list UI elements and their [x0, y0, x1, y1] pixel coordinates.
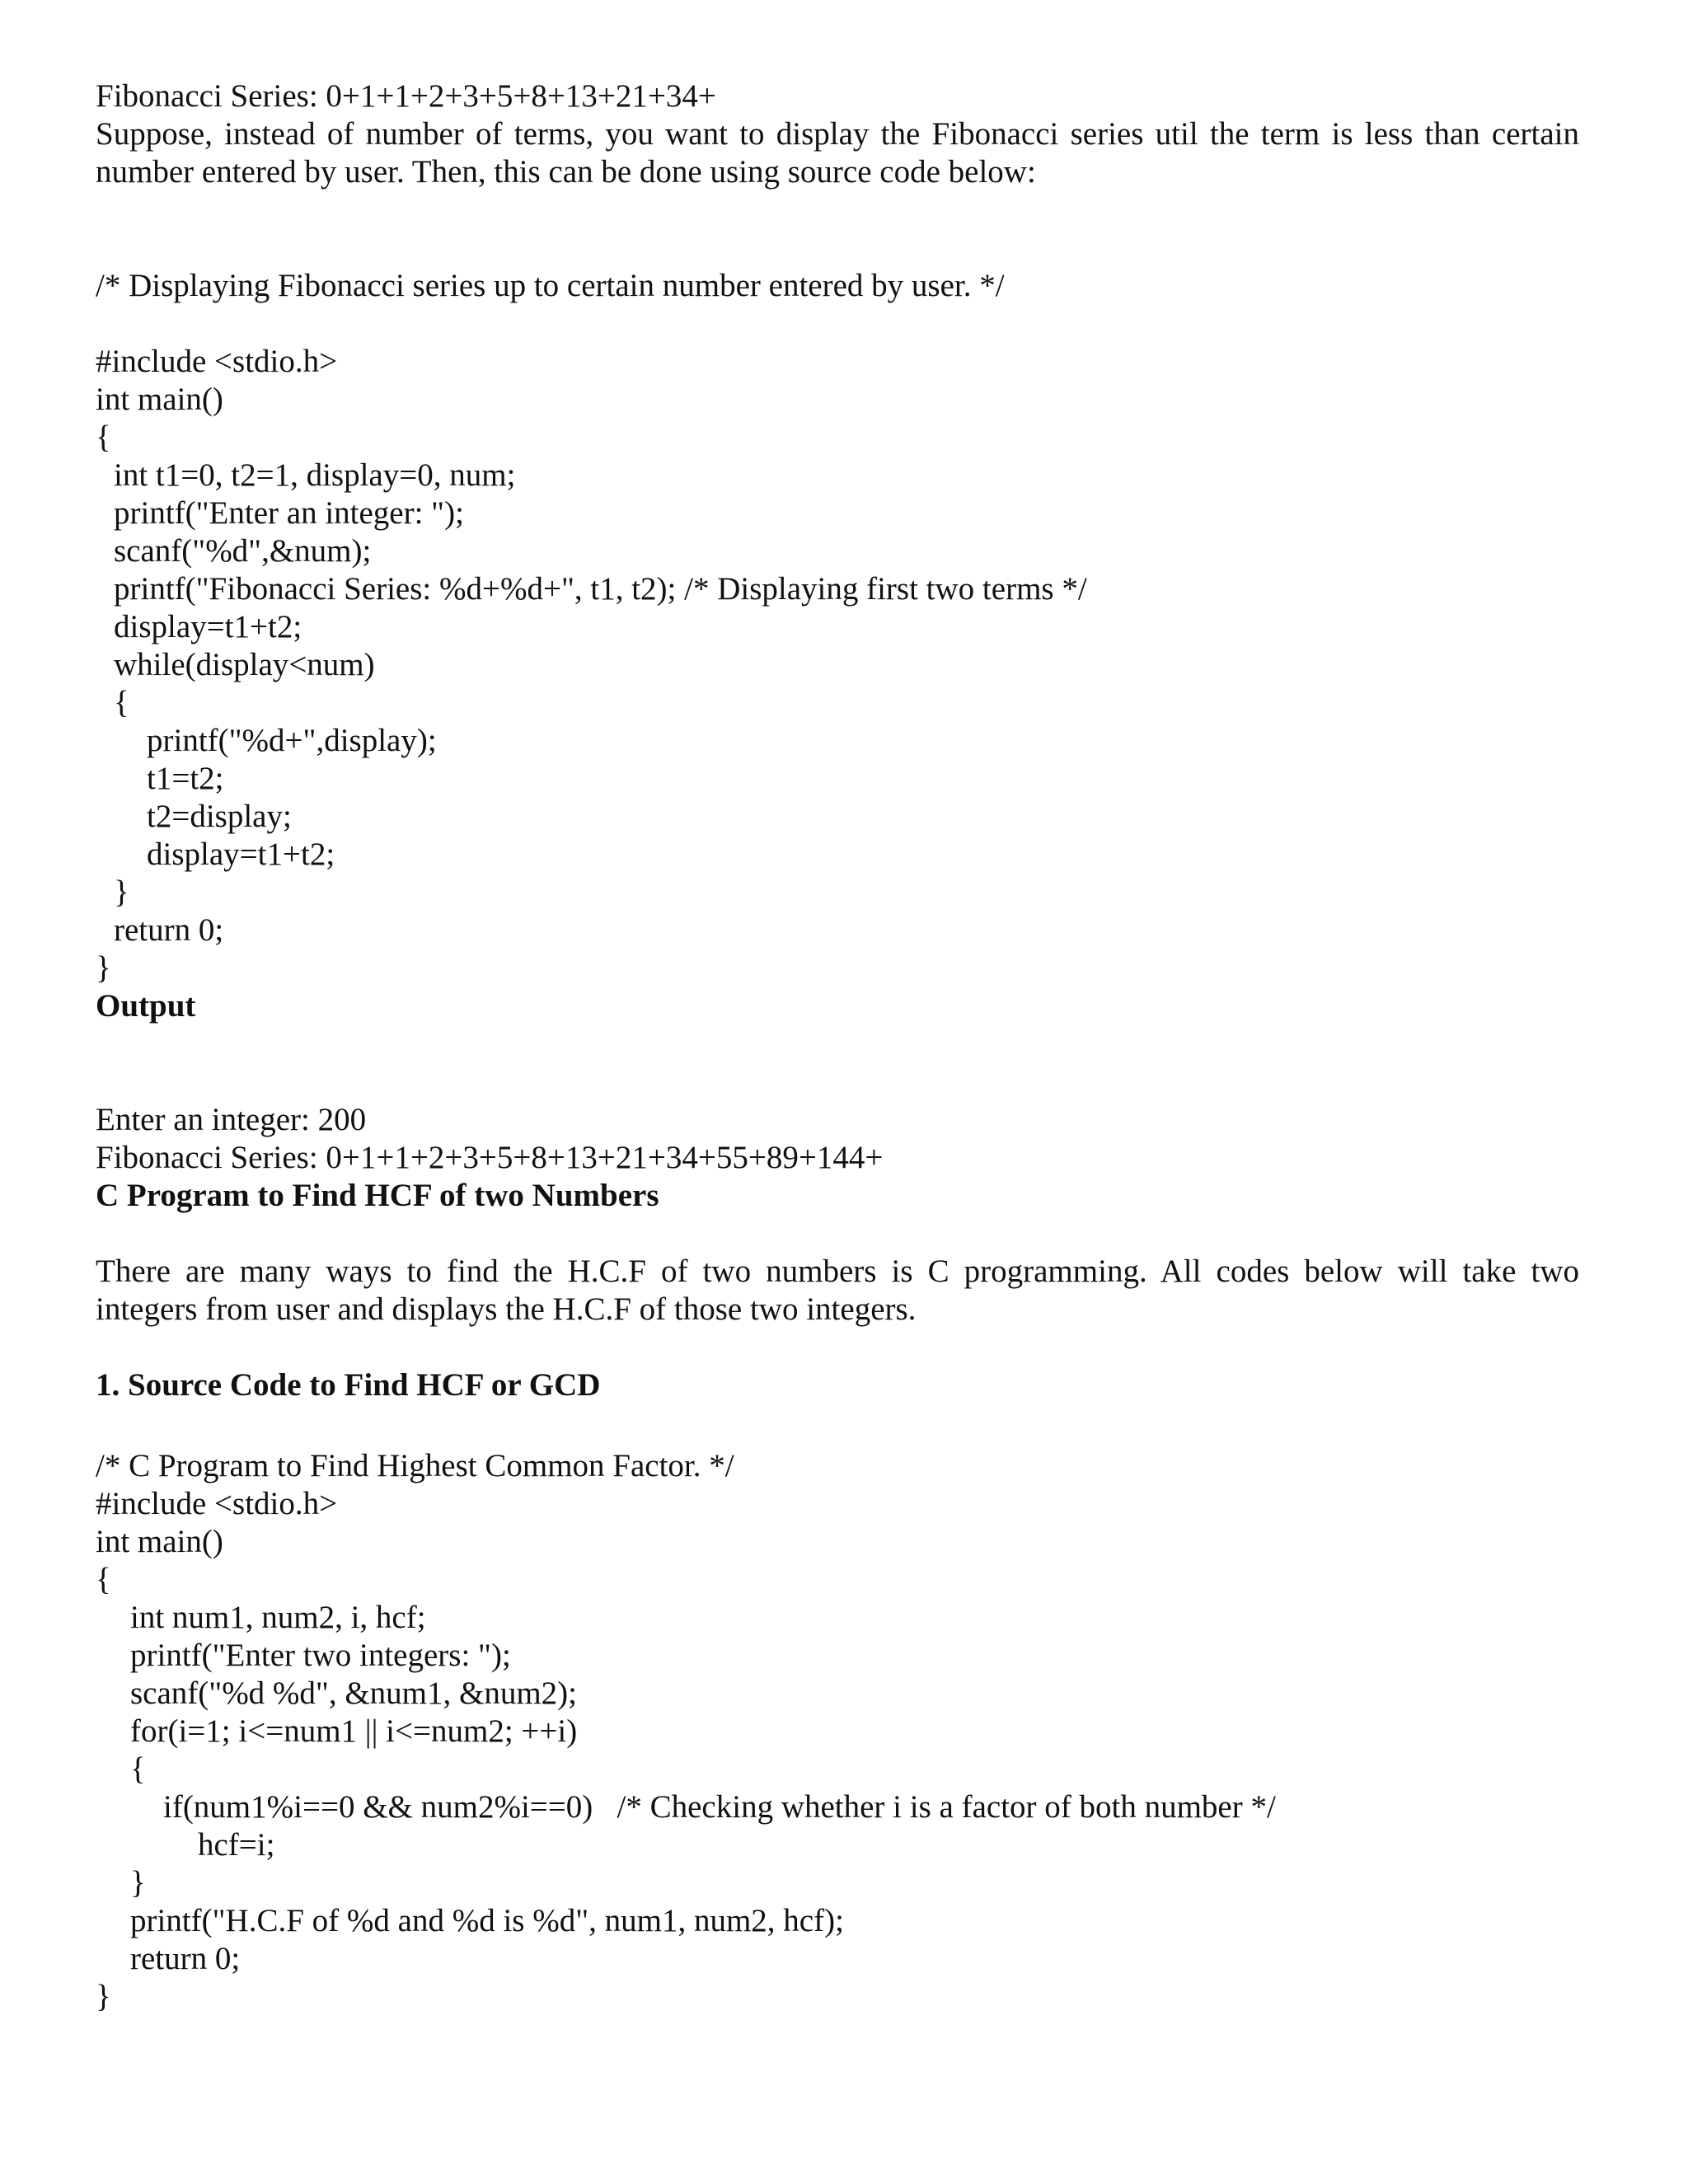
output-line: Enter an integer: 200 [96, 1102, 367, 1137]
code-line: { [96, 1562, 111, 1597]
code-line: int t1=0, t2=1, display=0, num; [114, 457, 516, 493]
code-line: scanf("%d",&num); [114, 533, 372, 569]
hcf-paragraph-line: There are many ways to find the H.C.F of two numbers is C programming. All codes below will take two [96, 1254, 1579, 1289]
output-heading: Output [96, 988, 196, 1024]
code-comment: /* Displaying Fibonacci series up to certain number entered by user. */ [96, 268, 1005, 303]
code-line: display=t1+t2; [114, 609, 302, 644]
code-line: } [96, 950, 111, 986]
code-line: scanf("%d %d", &num1, &num2); [130, 1675, 578, 1711]
code-line: #include <stdio.h> [96, 1486, 338, 1521]
intro-paragraph-line: number entered by user. Then, this can be done using source code below: [96, 154, 1036, 190]
subsection-heading: 1. Source Code to Find HCF or GCD [96, 1367, 601, 1403]
code-line: int main() [96, 382, 223, 417]
code-line: t1=t2; [147, 761, 224, 796]
intro-paragraph-line: Suppose, instead of number of terms, you want to display the Fibonacci series util the term is less than certain [96, 116, 1579, 152]
code-line: if(num1%i==0 && num2%i==0) /* Checking whether i is a factor of both number */ [163, 1789, 1276, 1825]
code-line: printf("Enter an integer: "); [114, 495, 464, 531]
code-line: #include <stdio.h> [96, 344, 338, 379]
code-comment: /* C Program to Find Highest Common Factor. */ [96, 1448, 734, 1483]
code-line: printf("%d+",display); [147, 723, 437, 758]
code-line: for(i=1; i<=num1 || i<=num2; ++i) [130, 1713, 578, 1749]
code-line: int main() [96, 1524, 223, 1559]
code-line: hcf=i; [198, 1827, 275, 1863]
code-line: { [96, 419, 111, 455]
code-line: } [114, 874, 129, 910]
code-line: display=t1+t2; [147, 837, 335, 872]
fibonacci-series-text: Fibonacci Series: 0+1+1+2+3+5+8+13+21+34+ [96, 78, 716, 114]
code-line: { [114, 685, 129, 720]
code-line: printf("Enter two integers: "); [130, 1638, 511, 1673]
code-line: printf("H.C.F of %d and %d is %d", num1, num2, hcf); [130, 1903, 844, 1938]
code-line: while(display<num) [114, 647, 375, 682]
code-line: int num1, num2, i, hcf; [130, 1600, 426, 1635]
code-line: t2=display; [147, 799, 292, 834]
code-line: } [130, 1865, 146, 1900]
output-line: Fibonacci Series: 0+1+1+2+3+5+8+13+21+34+55+89+144+ [96, 1140, 884, 1175]
code-line: } [96, 1979, 111, 2014]
code-line: return 0; [114, 912, 224, 948]
code-line: { [130, 1751, 146, 1787]
hcf-paragraph-line: integers from user and displays the H.C.F of those two integers. [96, 1291, 917, 1327]
section-heading: C Program to Find HCF of two Numbers [96, 1178, 659, 1213]
code-line: printf("Fibonacci Series: %d+%d+", t1, t2); /* Displaying first two terms */ [114, 571, 1087, 607]
code-line: return 0; [130, 1941, 241, 1976]
